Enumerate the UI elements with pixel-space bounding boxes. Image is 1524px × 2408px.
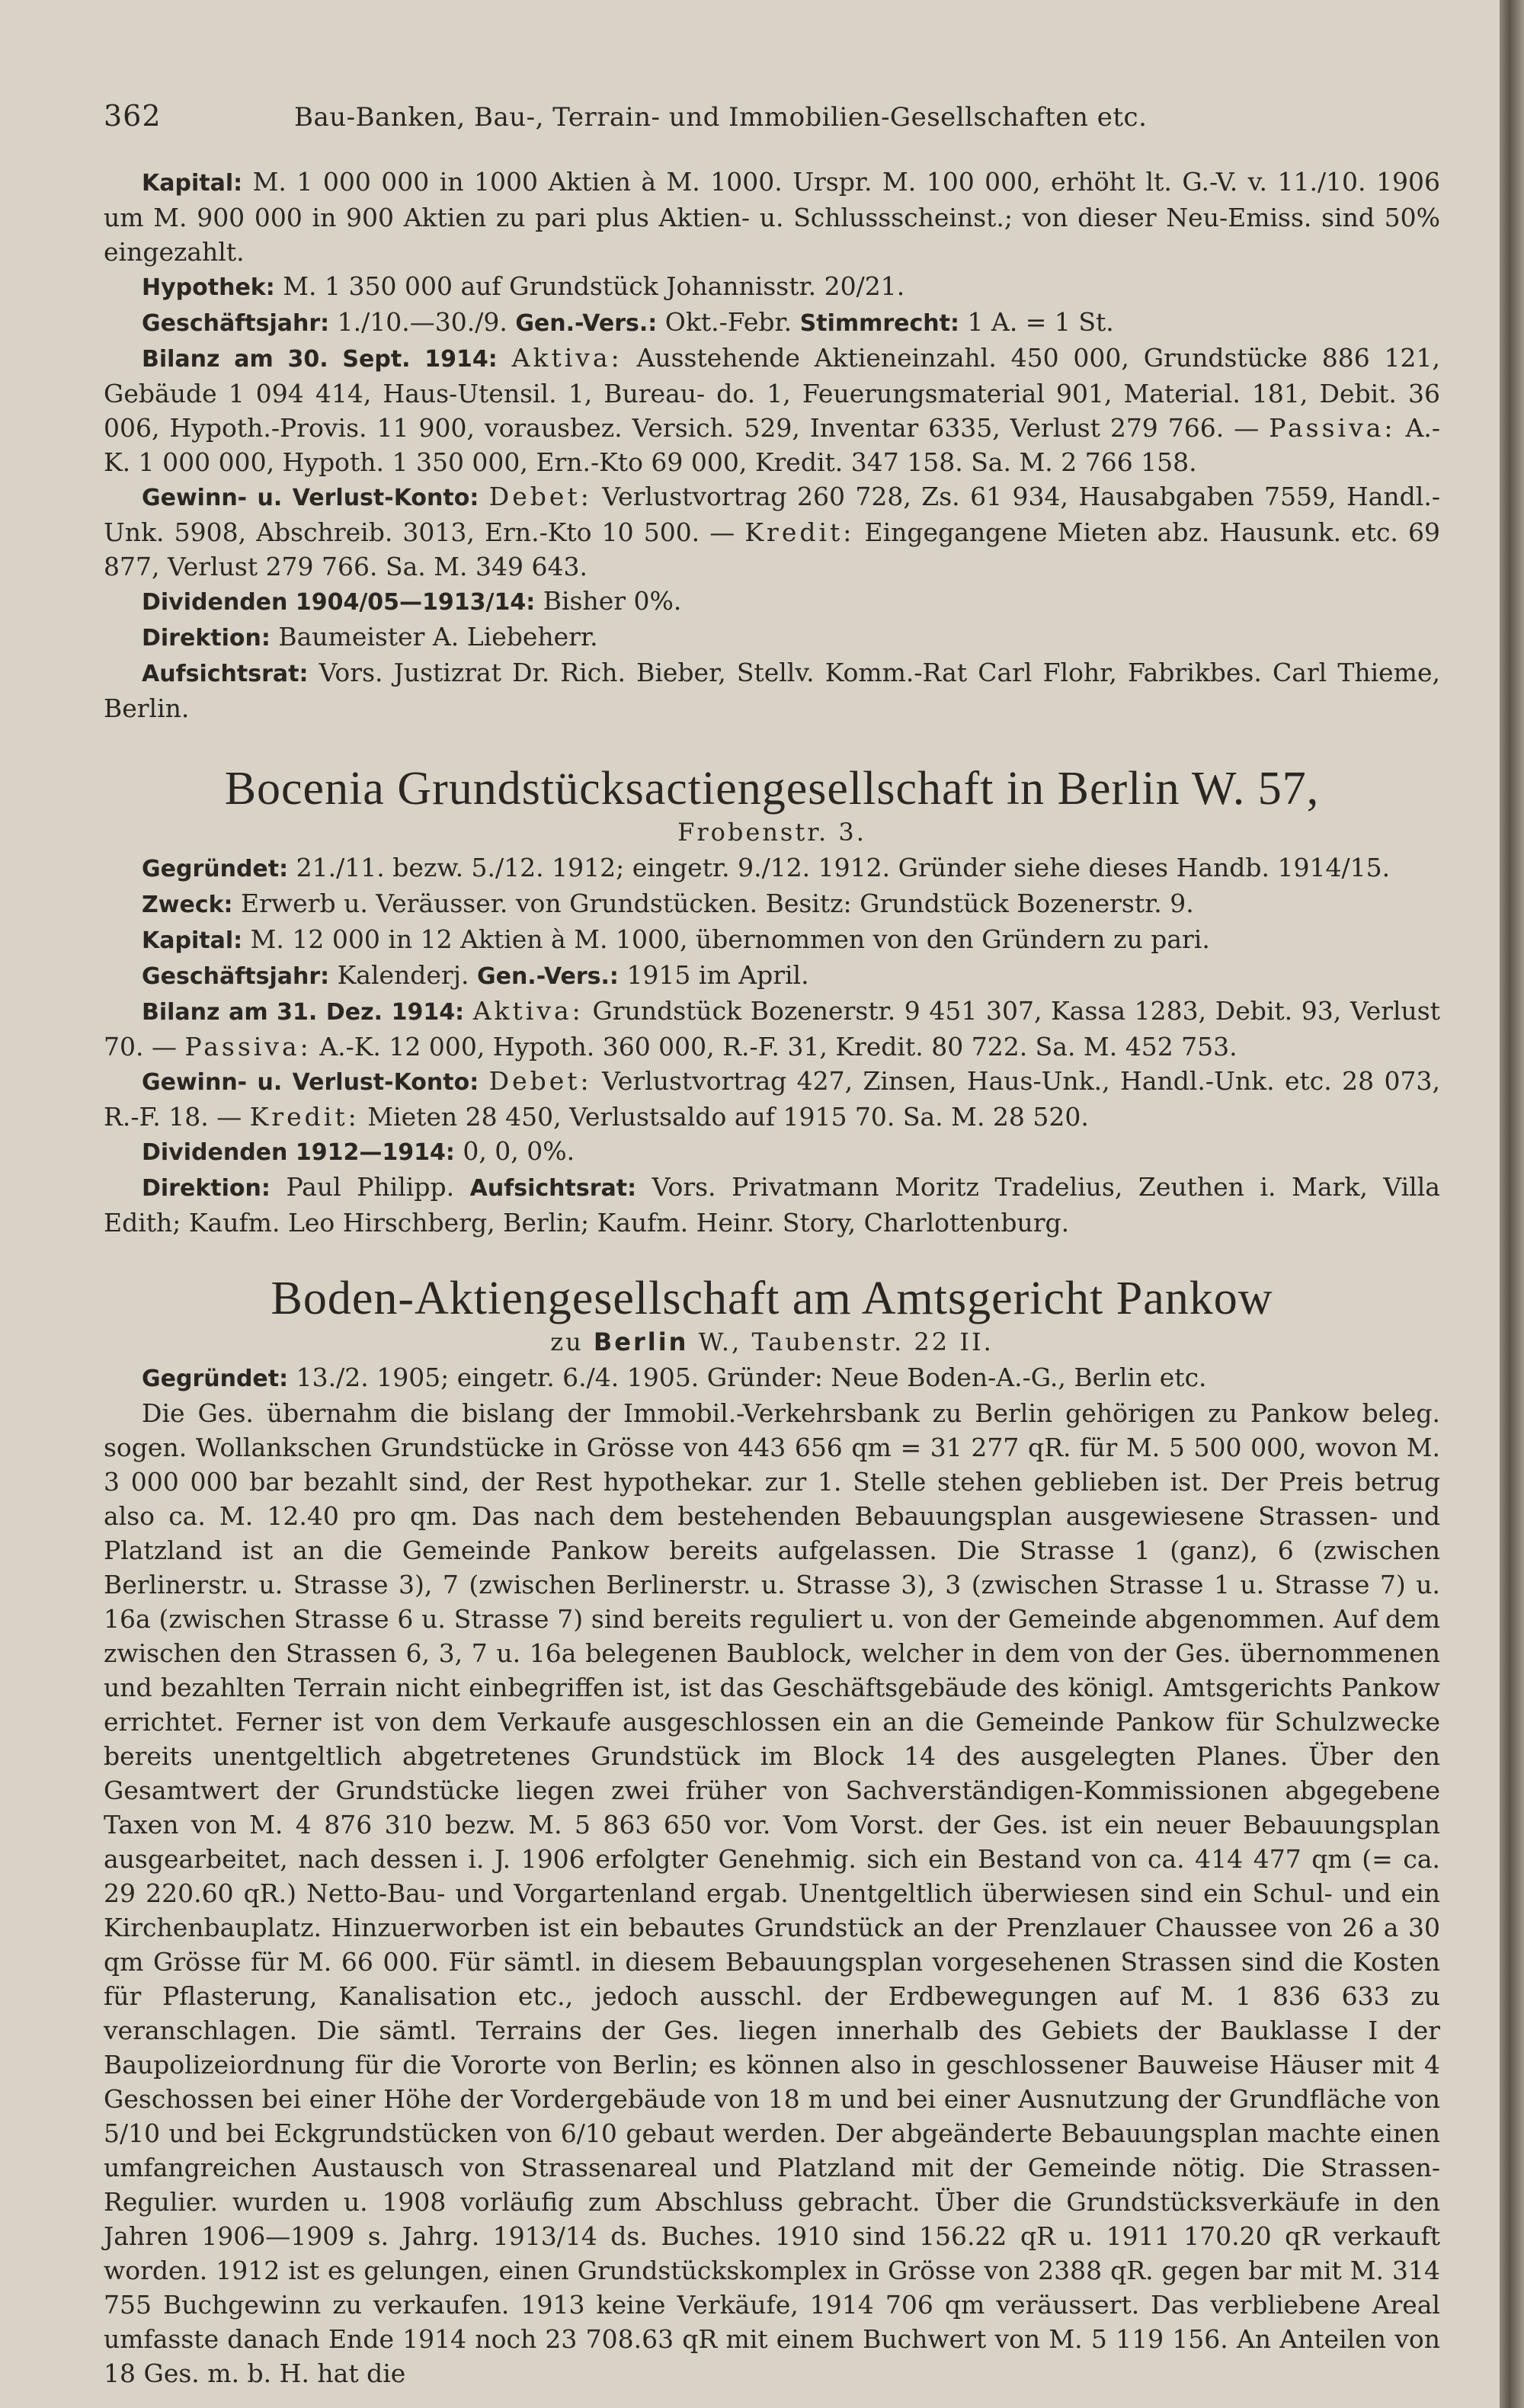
dividenden-text: Bisher 0%. [543, 586, 682, 616]
aktiva-label: Aktiva: [511, 343, 623, 373]
bilanz-passiva-text: A.-K. 12 000, Hypoth. 360 000, R.-F. 31, Kredit. 80 722. Sa. M. 452 753. [319, 1032, 1237, 1062]
dividenden-text: 0, 0, 0%. [463, 1136, 575, 1166]
guv-label: Gewinn- u. Verlust-Konto: [142, 485, 479, 511]
dividenden-paragraph [104, 1134, 1440, 1170]
bilanz-paragraph [104, 994, 1440, 1064]
gegruendet-text: 13./2. 1905; eingetr. 6./4. 1905. Gründer: Neue Boden-A.-G., Berlin etc. [296, 1363, 1207, 1392]
direktion-text: Paul Philipp. [286, 1172, 455, 1202]
bilanz-paragraph [104, 341, 1440, 479]
gegruendet-label: Gegründet: [142, 856, 289, 882]
dividenden-label: Dividenden 1904/05—1913/14: [142, 589, 536, 616]
gv-text: Okt.-Febr. [664, 307, 792, 337]
kapital-text: M. 12 000 in 12 Aktien à M. 1000, übernommen von den Gründern zu pari. [250, 924, 1210, 954]
gegruendet-paragraph [104, 850, 1440, 886]
stimmrecht-label: Stimmrecht: [799, 310, 959, 337]
direktion-paragraph [104, 620, 1440, 655]
page-number: 362 [104, 99, 162, 133]
zweck-label: Zweck: [142, 892, 233, 918]
passiva-label: Passiva: [184, 1032, 312, 1062]
guv-paragraph [104, 1064, 1440, 1134]
company-title-pankow: Boden-Aktiengesellschaft am Amtsgericht Pankow [271, 1273, 1273, 1324]
direktion-label: Direktion: [142, 625, 271, 652]
aufsichtsrat-paragraph [104, 655, 1440, 725]
address-rest: W., Taubenstr. 22 II. [698, 1327, 994, 1356]
aufsichtsrat-label: Aufsichtsrat: [469, 1175, 637, 1202]
body-paragraph: Die Ges. übernahm die bislang der Immobil.-Verkehrsbank zu Berlin gehörigen zu Pankow beleg. sogen. Wollankschen Grundstücke in Grösse von 443 656 qm = 31 277 qR. für M. 5 500 000, wovon M. 3 000 000 bar bezahlt sind, der Rest hypothekar. zur 1. Stelle stehen geblieben ist. Der Preis betrug also ca. M. 12.40 pro qm. Das nach dem bestehenden Bebauungsplan ausgewiesene Strassen- und Platzland ist an die Gemeinde Pankow bereits aufgelassen. Die Strasse 1 (ganz), 6 (zwischen Berlinerstr. u. Strasse 3), 7 (zwischen Berlinerstr. u. Strasse 3), 3 (zwischen Strasse 1 u. Strasse 7) u. 16a (zwischen Strasse 6 u. Strasse 7) sind bereits reguliert u. von der Gemeinde abgenommen. Auf dem zwischen den Strassen 6, 3, 7 u. 16a belegenen Baublock, welcher in dem von der Ges. übernommenen und bezahlten Terrain nicht einbegriffen ist, ist das Geschäftsgebäude des königl. Amtsgerichts Pankow errichtet. Ferner ist von dem Verkaufe ausgeschlossen ein an die Gemeinde Pankow für Schulzwecke bereits unentgeltlich abgetretenes Grundstück im Block 14 des ausgelegten Planes. Über den Gesamtwert der Grundstücke liegen zwei früher von Sachverständigen-Kommissionen abgegebene Taxen von M. 4 876 310 bezw. M. 5 863 650 vor. Vom Vorst. der Ges. ist ein neuer Bebauungsplan ausgearbeitet, nach dessen i. J. 1906 erfolgter Genehmig. sich ein Bestand von ca. 414 477 qm (= ca. 29 220.60 qR.) Netto-Bau- und Vorgartenland ergab. Unentgeltlich überwiesen sind ein Schul- und ein Kirchenbauplatz. Hinzuerworben ist ein bebautes Grundstück an der Prenzlauer Chaussee von 26 a 30 qm Grösse für M. 66 000. Für sämtl. in diesem Bebauungsplan vorgesehenen Strassen sind die Kosten für Pflasterung, Kanalisation etc., jedoch ausschl. der Erdbewegungen auf M. 1 836 633 zu veranschlagen. Die sämtl. Terrains der Ges. liegen innerhalb des Gebiets der Bauklasse I der Baupolizeiordnung für die Vororte von Berlin; es können also in geschlossener Bauweise Häuser mit 4 Geschossen bei einer Höhe der Vordergebäude von 18 m und bei einer Ausnutzung der Grundfläche von 5/10 und bei Eckgrundstücken von 6/10 gebaut werden. Der abgeänderte Bebauungsplan machte einen umfangreichen Austausch von Strassenareal und Platzland mit der Gemeinde nötig. Die Strassen-Regulier. wurden u. 1908 vorläufig zum Abschluss gebracht. Über die Grundstücksverkäufe in den Jahren 1906—1909 s. Jahrg. 1913/14 ds. Buches. 1910 sind 156.22 qR u. 1911 170.20 qR verkauft worden. 1912 ist es gelungen, einen Grundstückskomplex in Grösse von 2388 qR. gegen bar mit M. 314 755 Buchgewinn zu verkaufen. 1913 keine Verkäufe, 1914 706 qm veräussert. Das verbliebene Areal umfasste danach Ende 1914 noch 23 708.63 qR mit einem Buchwert von M. 5 119 156. An Anteilen von 18 Ges. m. b. H. hat die [104, 1398, 1440, 2388]
dividenden-label: Dividenden 1912—1914: [142, 1139, 455, 1166]
guv-label: Gewinn- u. Verlust-Konto: [142, 1069, 479, 1096]
gegruendet-paragraph [104, 1360, 1440, 1396]
guv-kredit-text: Eingegangene Mieten abz. Hausunk. etc. 69 877, Verlust 279 766. Sa. M. 349 643. [104, 517, 1441, 581]
bilanz-passiva-text: A.-K. 1 000 000, Hypoth. 1 350 000, Ern.-Kto 69 000, Kredit. 347 158. Sa. M. 2 766 158. [104, 413, 1441, 477]
zweck-text: Erwerb u. Veräusser. von Grundstücken. Besitz: Grundstück Bozenerstr. 9. [241, 889, 1194, 918]
geschaeftsjahr-paragraph [104, 958, 1440, 994]
kredit-label: Kredit: [249, 1102, 360, 1132]
geschaeftsjahr-paragraph [104, 305, 1440, 341]
aktiva-label: Aktiva: [472, 996, 584, 1026]
debet-label: Debet: [488, 1066, 592, 1096]
stimmrecht-text: 1 A. = 1 St. [967, 307, 1114, 337]
direktion-paragraph [104, 1170, 1440, 1240]
running-head [104, 99, 1440, 133]
bilanz-aktiva-text: Ausstehende Aktieneinzahl. 450 000, Grundstücke 886 121, Gebäude 1 094 414, Haus-Utensil. 1, Bureau- do. 1, Feuerungsmaterial 901, Material. 181, Debit. 36 006, Hypoth.-Provis. 11 900, vorausbez. Versich. 529, Inventar 6335, Verlust 279 766. — [104, 343, 1440, 443]
gv-label: Gen.-Vers.: [515, 310, 658, 337]
bilanz-label: Bilanz am 31. Dez. 1914: [142, 999, 465, 1026]
page-edge-shadow [1500, 0, 1524, 2408]
kredit-label: Kredit: [744, 517, 855, 547]
aufsichtsrat-text: Vors. Justizrat Dr. Rich. Bieber, Stellv. Komm.-Rat Carl Flohr, Fabrikbes. Carl Thieme, Berlin. [104, 658, 1440, 723]
gegruendet-text: 21./11. bezw. 5./12. 1912; eingetr. 9./12. 1912. Gründer siehe dieses Handb. 1914/15. [296, 853, 1391, 882]
aufsichtsrat-label: Aufsichtsrat: [142, 661, 309, 687]
hypothek-text: M. 1 350 000 auf Grundstück Johannisstr. 20/21. [283, 271, 905, 301]
guv-debet-text: Verlustvortrag 260 728, Zs. 61 934, Hausabgaben 7559, Handl.-Unk. 5908, Abschreib. 3013, Ern.-Kto 10 500. — [104, 482, 1441, 547]
dividenden-paragraph [104, 584, 1440, 620]
address-zu: zu [550, 1327, 584, 1356]
company-address-pankow [104, 1327, 1440, 1357]
passiva-label: Passiva: [1269, 413, 1396, 443]
direktion-label: Direktion: [142, 1175, 271, 1202]
guv-debet-text: Verlustvortrag 427, Zinsen, Haus-Unk., Handl.-Unk. etc. 28 073, R.-F. 18. — [104, 1066, 1441, 1132]
gj-text: 1./10.—30./9. [337, 307, 507, 337]
guv-kredit-text: Mieten 28 450, Verlustsaldo auf 1915 70. Sa. M. 28 520. [367, 1102, 1089, 1132]
debet-label: Debet: [488, 482, 592, 511]
gj-label: Geschäftsjahr: [142, 310, 330, 337]
direktion-text: Baumeister A. Liebeherr. [278, 622, 598, 652]
hypothek-paragraph [104, 269, 1440, 305]
gj-label: Geschäftsjahr: [142, 963, 330, 990]
zweck-paragraph [104, 886, 1440, 922]
company-title-bocenia: Bocenia Grundstücksactiengesellschaft in Berlin W. 57, [224, 763, 1320, 815]
guv-paragraph [104, 479, 1440, 584]
company-address-bocenia: Frobenstr. 3. [677, 818, 866, 847]
gegruendet-label: Gegründet: [142, 1366, 289, 1392]
address-city: Berlin [593, 1327, 689, 1356]
kapital-label: Kapital: [142, 927, 243, 954]
kapital-paragraph [104, 922, 1440, 958]
aufsichtsrat-text: Vors. Privatmann Moritz Tradelius, Zeuthen i. Mark, Villa Edith; Kaufm. Leo Hirschberg, Berlin; Kaufm. Heinr. Story, Charlottenburg. [104, 1172, 1440, 1238]
gv-text: 1915 im April. [626, 960, 809, 990]
entry-continuation [104, 165, 1440, 725]
bilanz-label: Bilanz am 30. Sept. 1914: [142, 346, 498, 373]
running-title: Bau-Banken, Bau-, Terrain- und Immobilien-Gesellschaften etc. [294, 102, 1148, 133]
gj-text: Kalenderj. [337, 960, 469, 990]
entry-bocenia [104, 850, 1440, 1240]
hypothek-label: Hypothek: [142, 274, 275, 301]
bilanz-aktiva-text: Grundstück Bozenerstr. 9 451 307, Kassa 1283, Debit. 93, Verlust 70. — [104, 996, 1440, 1062]
kapital-paragraph [104, 165, 1440, 269]
gv-label: Gen.-Vers.: [476, 963, 619, 990]
kapital-label: Kapital: [142, 170, 243, 197]
kapital-text: M. 1 000 000 in 1000 Aktien à M. 1000. Urspr. M. 100 000, erhöht lt. G.-V. v. 11./10. 1906 um M. 900 000 in 900 Aktien zu pari plus Aktien- u. Schlussscheinst.; von dieser Neu-Emiss. sind 50% eingezahlt. [104, 167, 1440, 267]
entry-pankow [104, 1360, 1440, 2390]
